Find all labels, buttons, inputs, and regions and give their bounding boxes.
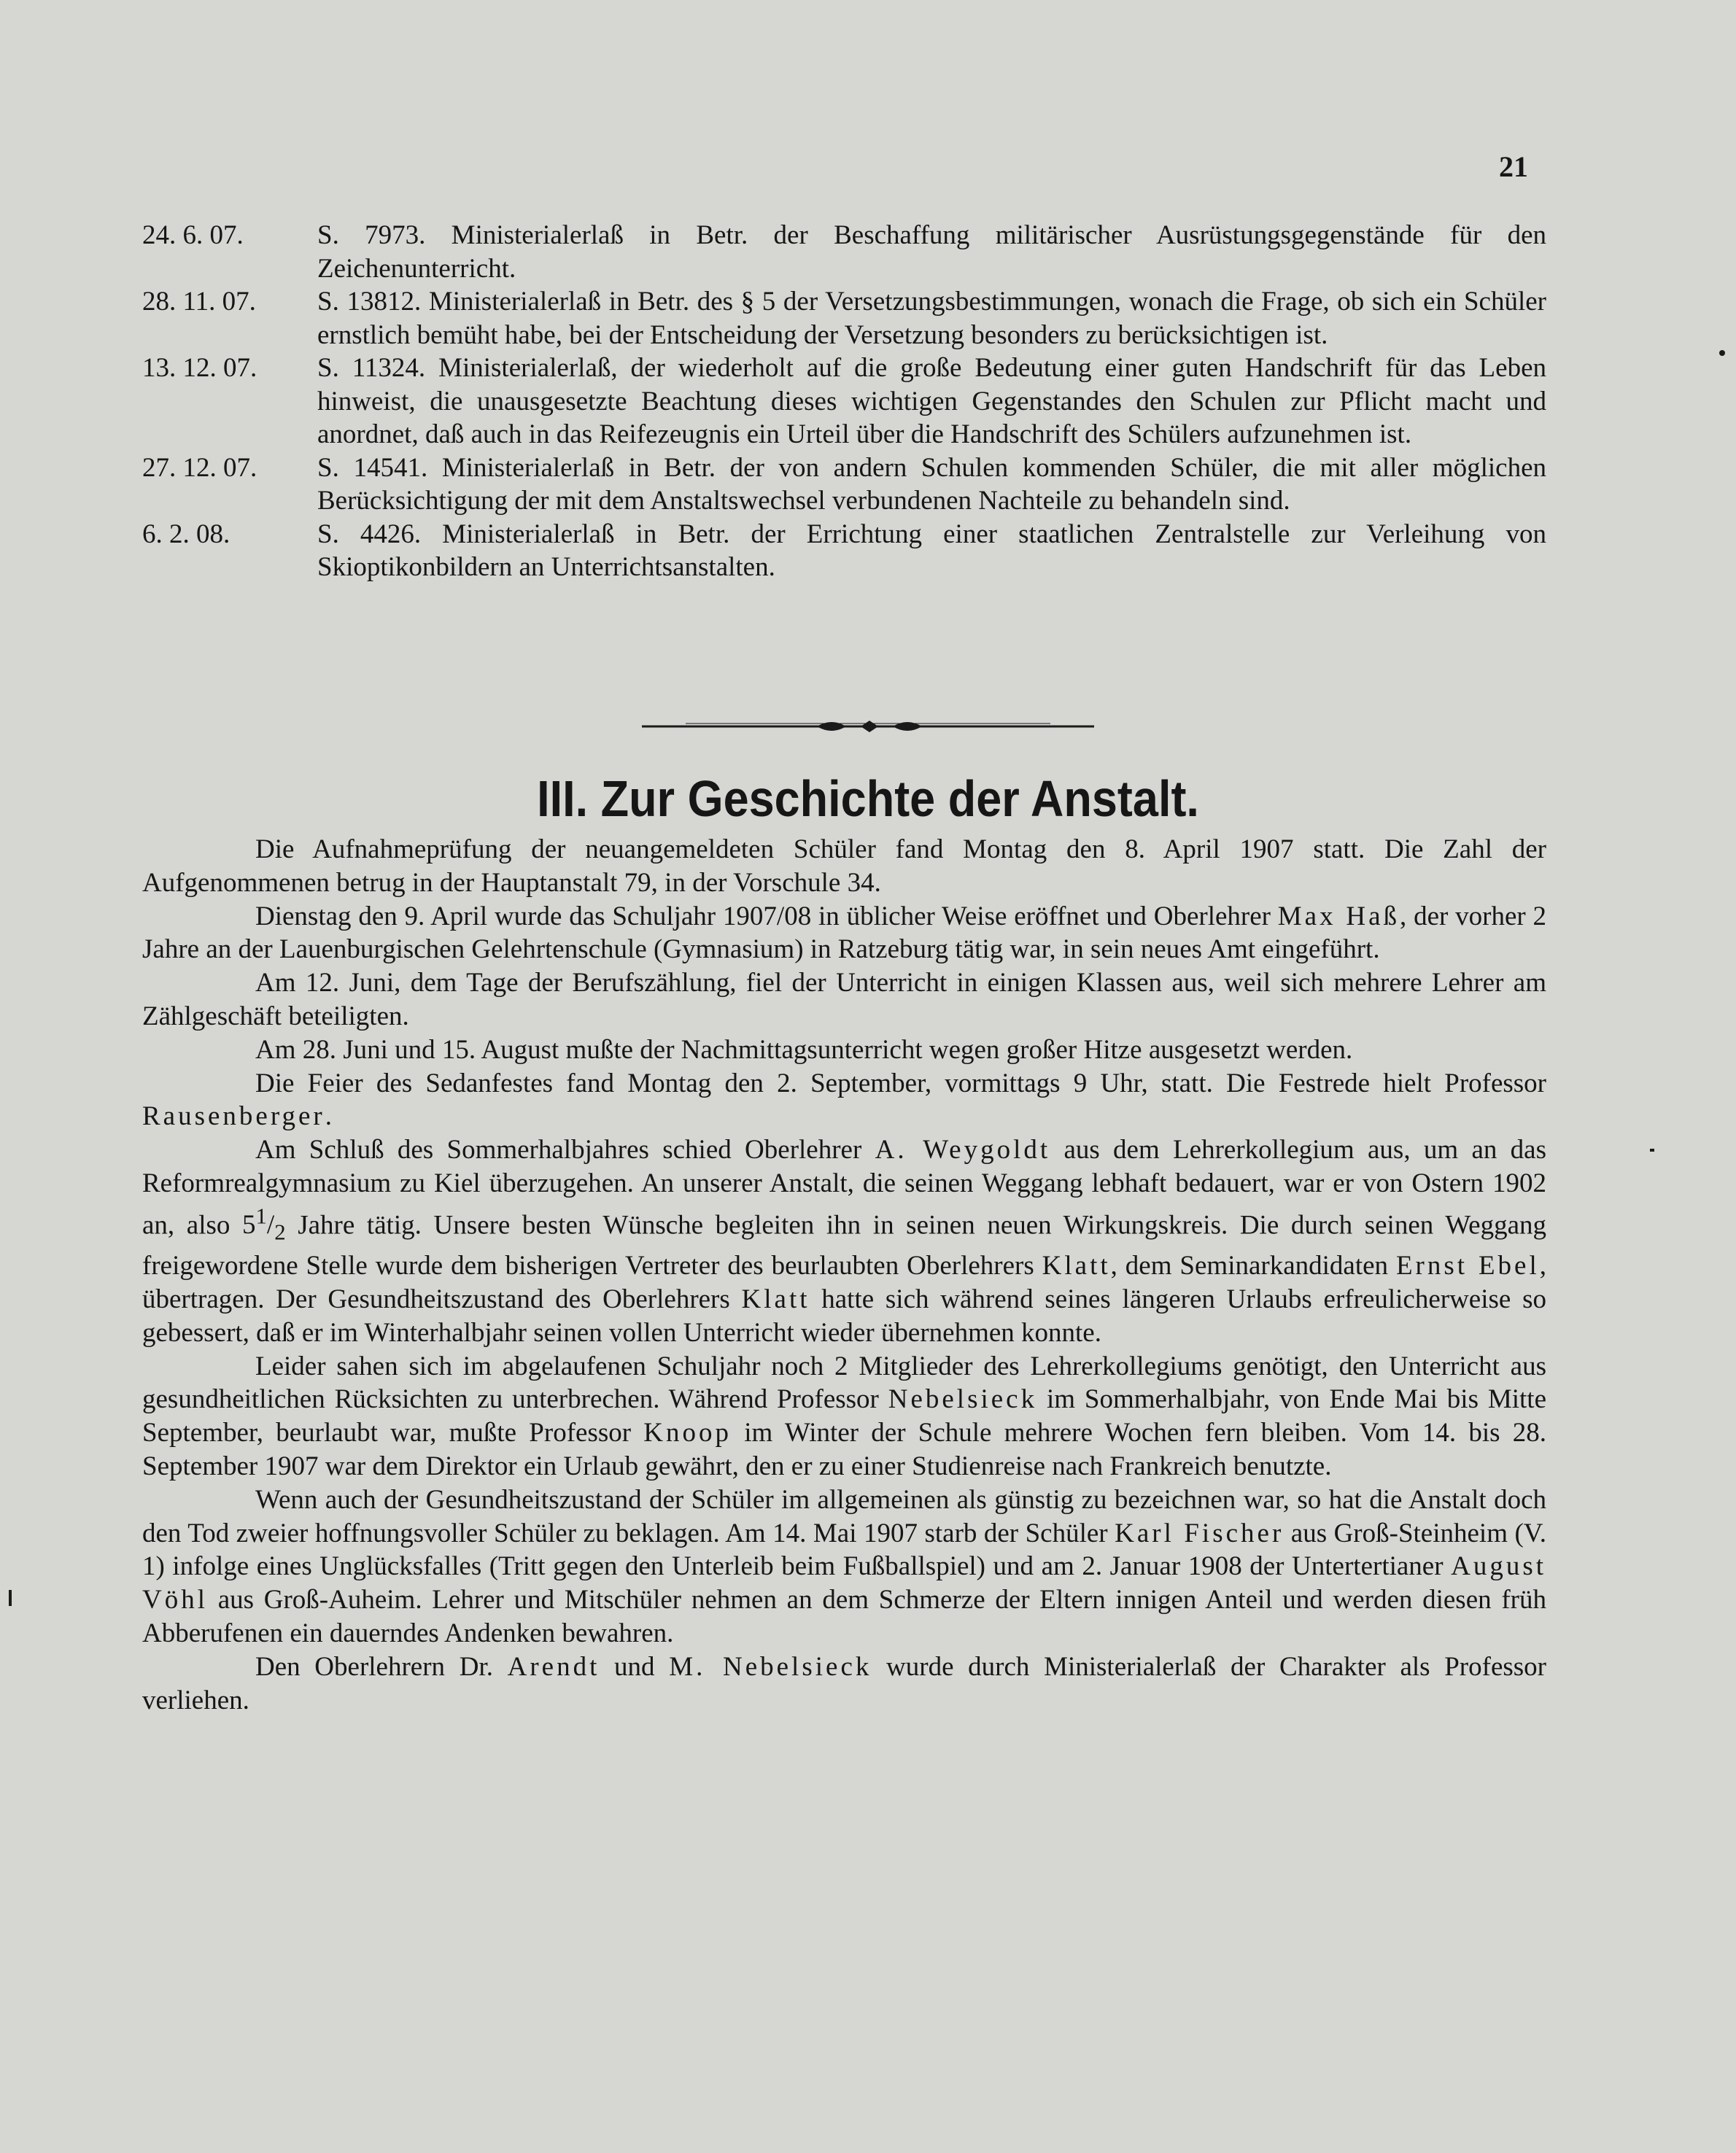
paragraph: Am 28. Juni und 15. August mußte der Nachmittagsunterricht wegen großer Hitze ausgesetzt werden. <box>255 1034 1353 1065</box>
decree-item <box>142 285 1546 352</box>
decree-date: 27. 12. 07. <box>142 452 257 483</box>
decree-date: 24. 6. 07. <box>142 220 244 250</box>
decree-item <box>142 518 1546 584</box>
decree-text: S. 14541. Ministerialerlaß in Betr. der von andern Schulen kommenden Schüler, die mit aller möglichen Berücksichtigung der mit dem Anstaltswechsel verbundenen Nachteile zu behandeln sind. <box>317 452 1546 516</box>
person-name: Klatt <box>1042 1251 1111 1281</box>
person-name: Ernst Ebel <box>1395 1251 1540 1281</box>
paragraph: Leider sahen sich im abgelaufenen Schuljahr noch 2 Mitglieder des Lehrerkollegiums genötigt, den Unterricht aus gesundheitlichen Rücksichten zu unterbrechen. Während Professor Nebelsieck im Sommerhalbjahr, von Ende Mai bis Mitte September, beurlaubt war, mußte Professor Knoop im Winter der Schule mehrere Wochen fern bleiben. Vom 14. bis 28. September 1907 war dem Direktor ein Urlaub gewährt, den er zu einer Studienreise nach Frankreich benutzte. <box>142 1351 1547 1482</box>
decree-text: S. 4426. Ministerialerlaß in Betr. der Errichtung einer staatlichen Zentralstelle zur Verleihung von Skioptikonbildern an Unterrichtsanstalten. <box>317 519 1546 582</box>
section-body <box>142 833 1546 1717</box>
section-title: III. Zur Geschichte der Anstalt. <box>537 770 1199 827</box>
decree-text: S. 11324. Ministerialerlaß, der wiederholt auf die große Bedeutung einer guten Handschrift für das Leben hinweist, die unausgesetzte Beachtung dieses wichtigen Gegenstandes den Schulen zur Pflicht macht und anordnet, daß auch in das Reifezeugnis ein Urteil über die Handschrift des Schülers aufzunehmen ist. <box>317 353 1546 449</box>
decree-text: S. 7973. Ministerialerlaß in Betr. der Beschaffung militärischer Ausrüstungsgegenstände für den Zeichenunterricht. <box>317 220 1546 284</box>
page-number: 21 <box>1499 150 1528 183</box>
decree-date: 6. 2. 08. <box>142 519 230 549</box>
paragraph: Die Aufnahmeprüfung der neuangemeldeten Schüler fand Montag den 8. April 1907 statt. Die Zahl der Aufgenommenen betrug in der Hauptanstalt 79, in der Vorschule 34. <box>142 834 1546 898</box>
person-name: Karl Fischer <box>1115 1518 1284 1548</box>
paragraph: Wenn auch der Gesundheitszustand der Schüler im allgemeinen als günstig zu bezeichnen war, so hat die Anstalt doch den Tod zweier hoffnungsvoller Schüler zu beklagen. Am 14. Mai 1907 starb der Schüler Karl Fischer aus Groß-Steinheim (V. 1) infolge eines Unglücksfalles (Tritt gegen den Unterleib beim Fußballspiel) und am 2. Januar 1908 der Untertertianer August Vöhl aus Groß-Auheim. Lehrer und Mitschüler nehmen an dem Schmerze der Eltern innigen Anteil und werden diesen früh Abberufenen ein dauerndes Andenken bewahren. <box>142 1484 1546 1649</box>
fraction: $5^1/_2$ <box>242 1203 286 1245</box>
person-name: Max Haß <box>1277 901 1400 931</box>
paragraph: Am 12. Juni, dem Tage der Berufszählung, fiel der Unterricht in einigen Klassen aus, weil sich mehrere Lehrer am Zählgeschäft beteiligten. <box>142 968 1546 1031</box>
person-name: Klatt <box>741 1284 810 1315</box>
decree-item <box>142 219 1546 285</box>
person-name: August Vöhl <box>142 1551 1546 1615</box>
decree-date: 13. 12. 07. <box>142 353 257 383</box>
person-name: Knoop <box>643 1418 732 1448</box>
paragraph: Die Feier des Sedanfestes fand Montag den 2. September, vormittags 9 Uhr, statt. Die Festrede hielt Professor Rausenberger. <box>142 1068 1546 1132</box>
person-name: A. Weygoldt <box>875 1135 1051 1165</box>
scan-speck <box>1719 350 1725 356</box>
ornamental-divider <box>642 712 1094 741</box>
paragraph: Am Schluß des Sommerhalbjahres schied Oberlehrer A. Weygoldt aus dem Lehrerkollegium aus, um an das Reformrealgymnasium zu Kiel überzugehen. An unserer Anstalt, die seinen Weggang lebhaft bedauert, war er von Ostern 1902 an, also $5^1/_2$ Jahre tätig. Unsere besten Wünsche begleiten ihn in seinen neuen Wirkungskreis. Die durch seinen Weggang freigewordene Stelle wurde dem bisherigen Vertreter des beurlaubten Oberlehrers Klatt, dem Seminarkandidaten Ernst Ebel, übertragen. Der Gesundheitszustand des Oberlehrers Klatt hatte sich während seines längeren Urlaubs erfreulicherweise so gebessert, daß er im Winterhalbjahr seinen vollen Unterricht wieder übernehmen konnte. <box>142 1135 1547 1348</box>
decree-item <box>142 451 1546 518</box>
scan-speck <box>9 1590 12 1606</box>
scan-speck <box>1650 1149 1654 1152</box>
person-name: Arendt <box>507 1651 600 1682</box>
decree-text: S. 13812. Ministerialerlaß in Betr. des § 5 der Versetzungsbestimmungen, wonach die Frage, ob sich ein Schüler ernstlich bemüht habe, bei der Entscheidung der Versetzung besonders zu berücksichtigen ist. <box>317 287 1546 350</box>
person-name: Nebelsieck <box>888 1384 1038 1415</box>
decree-list <box>142 219 1546 584</box>
decree-item <box>142 352 1546 451</box>
person-name: Rausenberger <box>142 1101 325 1132</box>
paragraph: Dienstag den 9. April wurde das Schuljahr 1907/08 in üblicher Weise eröffnet und Oberlehrer Max Haß, der vorher 2 Jahre an der Lauenburgischen Gelehrtenschule (Gymnasium) in Ratzeburg tätig war, in sein neues Amt eingeführt. <box>142 901 1546 965</box>
paragraph: Den Oberlehrern Dr. Arendt und M. Nebelsieck wurde durch Ministerialerlaß der Charakter als Professor verliehen. <box>142 1651 1546 1715</box>
decree-date: 28. 11. 07. <box>142 287 256 317</box>
person-name: M. Nebelsieck <box>669 1651 872 1682</box>
